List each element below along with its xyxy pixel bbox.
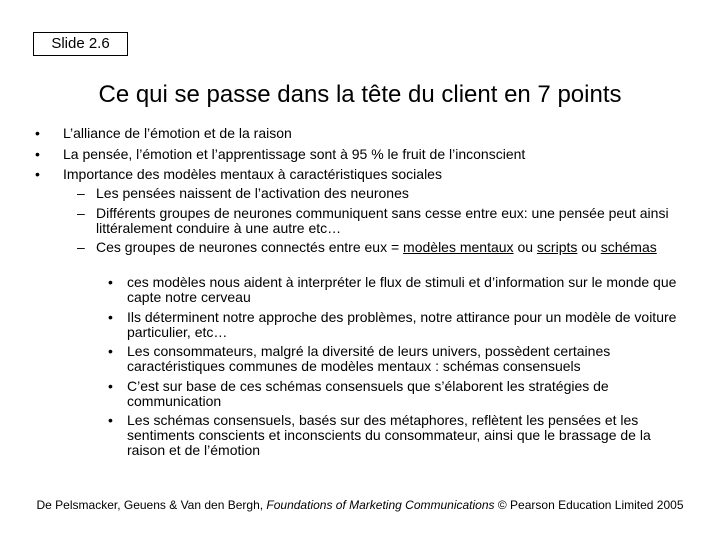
sub-bullet-text: Les pensées naissent de l’activation des neurones [96,185,409,201]
footer-authors: De Pelsmacker, Geuens & Van den Bergh, [36,498,267,512]
sub-sub-bullet-marker: • [108,274,113,290]
bullet-text: Importance des modèles mentaux à caractéristiques sociales [63,166,442,182]
term-schemas: schémas [600,239,657,255]
sub-bullet-text-part: Ces groupes de neurones connectés entre eux = [96,239,404,255]
sub-sub-bullet-text: ces modèles nous aident à interpréter le flux de stimuli et d’information sur le monde que capte notre cerveau [127,274,677,305]
sub-bullet-text-part: ou [577,239,601,255]
sub-sub-bullet-marker: • [108,343,113,359]
sub-bullet-marker: – [77,239,85,255]
sub-sub-bullet-text: Les schémas consensuels, basés sur des métaphores, reflètent les pensées et les sentiments conscients et inconscients du consommateur, ainsi que le brassage de la raison et de l’émotion [127,412,651,458]
sub-bullet-text: Différents groupes de neurones communiquent sans cesse entre eux: une pensée peut ainsi littéralement conduire à une autre etc… [96,205,669,236]
sub-bullet-text [96,240,686,255]
sub-sub-bullet-text: Ils déterminent notre approche des problèmes, notre attirance pour un modèle de voiture particulier, etc… [127,309,677,340]
term-scripts: scripts [536,239,578,255]
sub-sub-bullet-marker: • [108,378,113,394]
term-mental-models: modèles mentaux [403,239,514,255]
slide-title: Ce qui se passe dans la tête du client en 7 points [98,81,622,108]
sub-sub-bullet-text: C’est sur base de ces schémas consensuels que s’élaborent les stratégies de communication [127,378,609,409]
slide-number-label: Slide 2.6 [33,32,128,56]
sub-sub-bullet-marker: • [108,309,113,325]
bullet-text: L’alliance de l’émotion et de la raison [63,125,292,141]
footer-copyright: © Pearson Education Limited 2005 [494,498,684,512]
bullet-marker: • [35,166,40,182]
bullet-marker: • [35,146,40,162]
bullet-text: La pensée, l’émotion et l’apprentissage sont à 95 % le fruit de l’inconscient [63,146,526,162]
sub-bullet-marker: – [77,205,85,221]
sub-sub-bullet-text: Les consommateurs, malgré la diversité de leurs univers, possèdent certaines caractéristiques communes de modèles mentaux : schémas consensuels [127,343,611,374]
footer-book-title: Foundations of Marketing Communications [266,498,495,512]
footer-citation [0,498,720,512]
sub-sub-bullet-marker: • [108,412,113,428]
bullet-marker: • [35,125,40,141]
sub-bullet-text-part: ou [513,239,537,255]
sub-bullet-marker: – [77,185,85,201]
